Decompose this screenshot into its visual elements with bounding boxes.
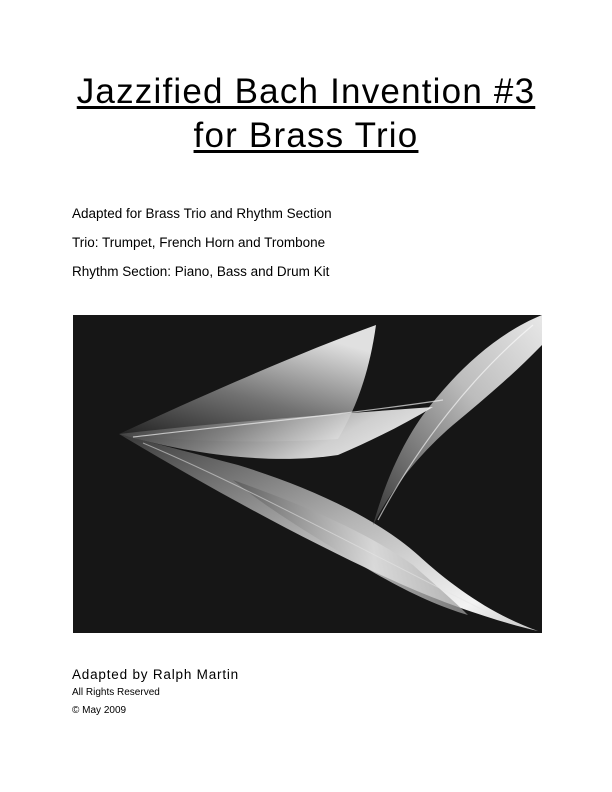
title-line-1: Jazzified Bach Invention #3 — [76, 72, 536, 111]
page-title — [0, 70, 612, 158]
trio-instruments-text: Trio: Trumpet, French Horn and Trombone — [72, 235, 326, 250]
rhythm-section-text: Rhythm Section: Piano, Bass and Drum Kit — [72, 264, 330, 279]
cover-artwork — [73, 315, 542, 633]
rights-notice: All Rights Reserved — [72, 687, 160, 698]
intro-section — [72, 199, 552, 286]
title-line-2: for Brass Trio — [193, 116, 419, 155]
adapted-for-text: Adapted for Brass Trio and Rhythm Section — [72, 206, 332, 221]
adapter-credit: Adapted by Ralph Martin — [72, 667, 239, 682]
credits-section — [72, 666, 552, 720]
abstract-swirl-image — [73, 315, 542, 633]
copyright-date: © May 2009 — [72, 705, 127, 716]
